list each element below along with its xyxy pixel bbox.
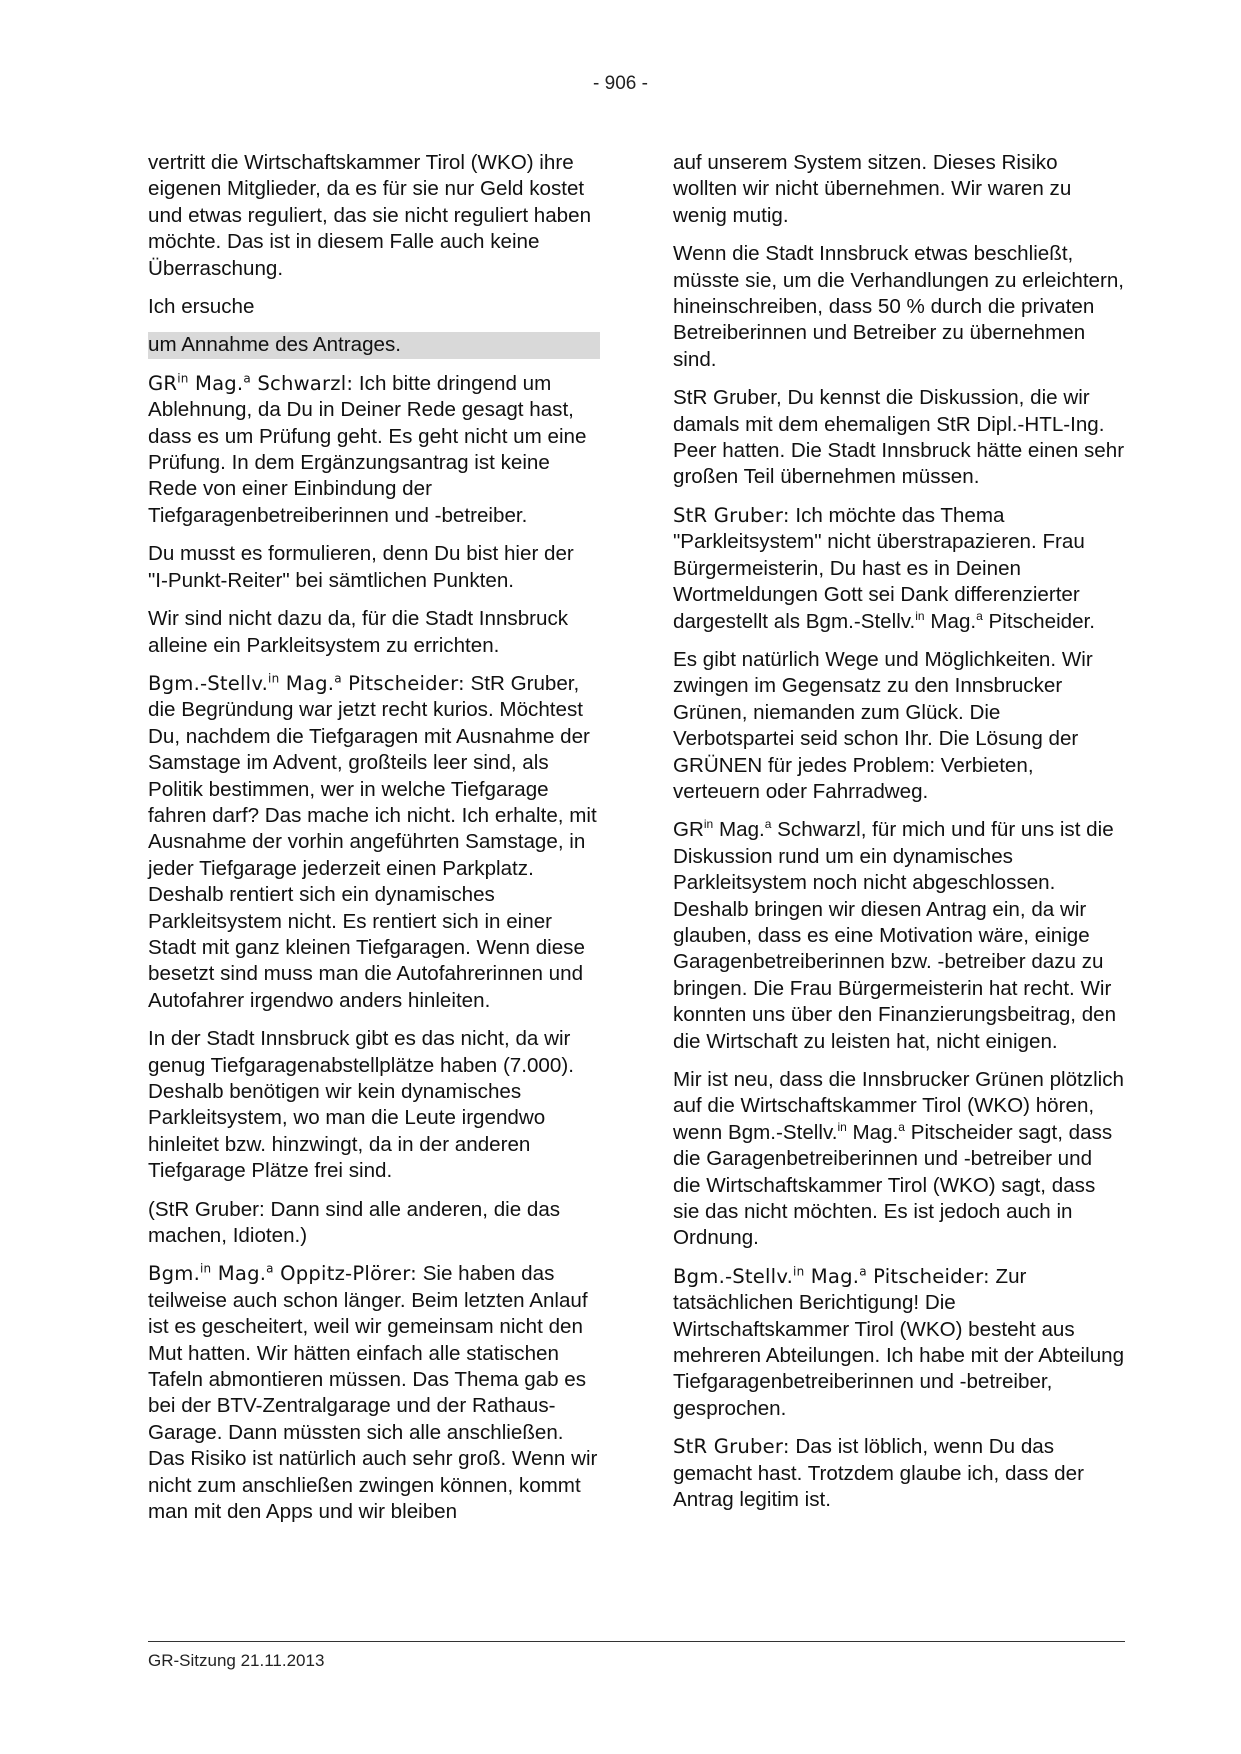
speaker-surname: Pitscheider: [341,671,465,695]
speaker-prefix: Bgm.-Stellv. [148,671,269,695]
paragraph: auf unserem System sitzen. Dieses Risiko wollten wir nicht übernehmen. Wir waren zu wenig mutig. [673,151,1072,227]
interjection: (StR Gruber: Dann sind alle anderen, die das machen, Idioten.) [148,1197,561,1248]
speaker-title: Mag. [211,1262,267,1286]
paragraph-text: Mag. [713,818,765,842]
speech-paragraph [673,1434,1125,1513]
speech-text: Ich möchte das Thema "Parkleitsystem" nicht überstrapazieren. Frau Bürgermeisterin, Du hast es in Deinen Wortmeldungen Gott sei Dank differenzierter dargestellt als Bgm.-Stellv. [673,503,1085,633]
paragraph: StR Gruber, Du kennst die Diskussion, die wir damals mit dem ehemaligen StR Dipl.-HTL-Ing. Peer hatten. Die Stadt Innsbruck hätte einen sehr großen Teil übernehmen müssen. [673,386,1125,489]
paragraph-text: GR [673,818,704,842]
speech-text: Ich bitte dringend um Ablehnung, da Du in Deiner Rede gesagt hast, dass es um Prüfung geht. Es geht nicht um eine Prüfung. In dem Ergänzungsantrag ist keine Rede von einer Einbindung der Tiefgaragenbetreiberinnen und -betreiber. [148,371,587,527]
speaker-prefix: GR [148,371,178,395]
speaker-surname: Oppitz-Plörer: [273,1262,417,1286]
paragraph: In der Stadt Innsbruck gibt es das nicht, da wir genug Tiefgaragenabstellplätze haben (7.000). Deshalb benötigen wir kein dynamisches Parkleitsystem, wo man die Leute irgendwo hinleitet bzw. hinzwingt, da in der anderen Tiefgarage Plätze frei sind. [148,1027,574,1183]
superscript: a [976,608,983,623]
footer-divider [148,1641,1125,1642]
paragraph [673,817,1125,1055]
paragraph-text: Pitscheider sagt, dass die Garagenbetreiberinnen und -betreiber und die Wirtschaftskammer Tirol (WKO) sagt, dass sie das nicht möchten. Es ist jedoch auch in Ordnung. [673,1120,1113,1250]
speaker-surname: Pitscheider: [866,1264,990,1288]
superscript: in [177,371,189,386]
speaker-prefix: Bgm.-Stellv. [673,1264,794,1288]
paragraph: vertritt die Wirtschaftskammer Tirol (WKO) ihre eigenen Mitglieder, da es für sie nur Geld kostet und etwas reguliert, das sie nicht reguliert haben möchte. Das ist in diesem Falle auch keine Überraschung. [148,151,592,280]
superscript: in [837,1119,847,1134]
speaker-title: Mag. [279,671,335,695]
speech-paragraph [148,1261,598,1525]
highlighted-motion: um Annahme des Antrages. [148,332,600,358]
speaker-surname: Schwarzl: [250,371,354,395]
paragraph: Du musst es formulieren, denn Du bist hier der "I-Punkt-Reiter" bei sämtlichen Punkten. [148,542,574,592]
paragraph-text: Schwarzl, für mich und für uns ist die Diskussion rund um ein dynamisches Parkleitsystem noch nicht abgeschlossen. Deshalb bringen wir diesen Antrag ein, da wir glauben, dass es eine Motivation wäre, einige Garagenbetreiberinnen bzw. -betreiber dazu zu bringen. Die Frau Bürgermeisterin hat recht. Wir konnten uns über den Finanzierungsbeitrag, den die Wirtschaft zu leisten hat, nicht einigen. [673,818,1117,1053]
superscript: a [859,1264,867,1279]
speaker-title: Mag. [804,1264,860,1288]
superscript: in [915,608,925,623]
superscript: a [243,371,251,386]
speech-paragraph [673,1264,1125,1422]
paragraph [673,1067,1125,1252]
paragraph-text: Mir ist neu, dass die Innsbrucker Grünen plötzlich auf die Wirtschaftskammer Tirol (WKO) hören, wenn Bgm.-Stellv. [673,1068,1124,1144]
superscript: a [334,671,342,686]
speaker-title: Mag. [188,371,244,395]
superscript: a [898,1119,905,1134]
superscript: in [703,817,714,832]
paragraph: Ich ersuche [148,295,255,319]
speech-paragraph [673,503,1125,635]
speech-paragraph [148,671,598,1014]
speech-text: Mag. [924,609,977,633]
footer-session-date: GR-Sitzung 21.11.2013 [148,1651,325,1670]
superscript: a [764,817,772,832]
right-column [673,150,1125,1526]
speaker-name [148,372,353,395]
superscript: in [200,1261,212,1276]
left-column [148,150,598,1538]
speaker-name: StR Gruber: [673,503,790,527]
speech-text: Das ist löblich, wenn Du das gemacht hast. Trotzdem glaube ich, dass der Antrag legitim ist. [673,1435,1084,1512]
speaker-name [148,672,465,695]
speaker-prefix: Bgm. [148,1262,200,1286]
speech-text: Sie haben das teilweise auch schon länger. Beim letzten Anlauf ist es gescheitert, weil wir gemeinsam nicht den Mut hatten. Wir hätten einfach alle statischen Tafeln abmontieren müssen. Das Thema gab es bei der BTV-Zentralgarage und der Rathaus-Garage. Dann müssten sich alle anschließen. Das Risiko ist natürlich auch sehr groß. Wenn wir nicht zum anschließen zwingen können, kommt man mit den Apps und wir bleiben [148,1262,598,1524]
speaker-name [673,1265,990,1288]
paragraph: Wir sind nicht dazu da, für die Stadt Innsbruck alleine ein Parkleitsystem zu errichten. [148,607,569,657]
speaker-name [148,1262,417,1285]
paragraph-text: Mag. [846,1120,899,1144]
speech-paragraph [148,371,598,529]
speech-text: StR Gruber, die Begründung war jetzt recht kurios. Möchtest Du, nachdem die Tiefgaragen mit Ausnahme der Samstage im Advent, großteils leer sind, als Politik bestimmen, wer in welche Tiefgarage fahren darf? Das mache ich nicht. Ich erhalte, mit Ausnahme der vorhin angeführten Samstage, in jeder Tiefgarage jederzeit einen Parkplatz. Deshalb rentiert sich ein dynamisches Parkleitsystem nicht. Es rentiert sich in einer Stadt mit ganz kleinen Tiefgaragen. Wenn diese besetzt sind muss man die Autofahrerinnen und Autofahrer irgendwo anders hinleiten. [148,671,597,1012]
paragraph: Wenn die Stadt Innsbruck etwas beschließt, müsste sie, um die Verhandlungen zu erleichtern, hineinschreiben, dass 50 % durch die privaten Betreiberinnen und Betreiber zu übernehmen sind. [673,242,1125,371]
speech-text: Pitscheider. [982,609,1095,633]
superscript: in [268,671,280,686]
superscript: a [266,1261,274,1276]
superscript: in [793,1264,805,1279]
page-number: - 906 - [593,73,648,94]
speech-text: Zur tatsächlichen Berichtigung! Die Wirtschaftskammer Tirol (WKO) besteht aus mehreren Abteilungen. Ich habe mit der Abteilung Tiefgaragenbetreiberinnen und -betreiber, gesprochen. [673,1264,1125,1420]
speaker-name: StR Gruber: [673,1435,790,1459]
paragraph: Es gibt natürlich Wege und Möglichkeiten. Wir zwingen im Gegensatz zu den Innsbrucker Grünen, niemanden zum Glück. Die Verbotspartei seid schon Ihr. Die Lösung der GRÜNEN für jedes Problem: Verbieten, verteuern oder Fahrradweg. [673,647,1093,803]
